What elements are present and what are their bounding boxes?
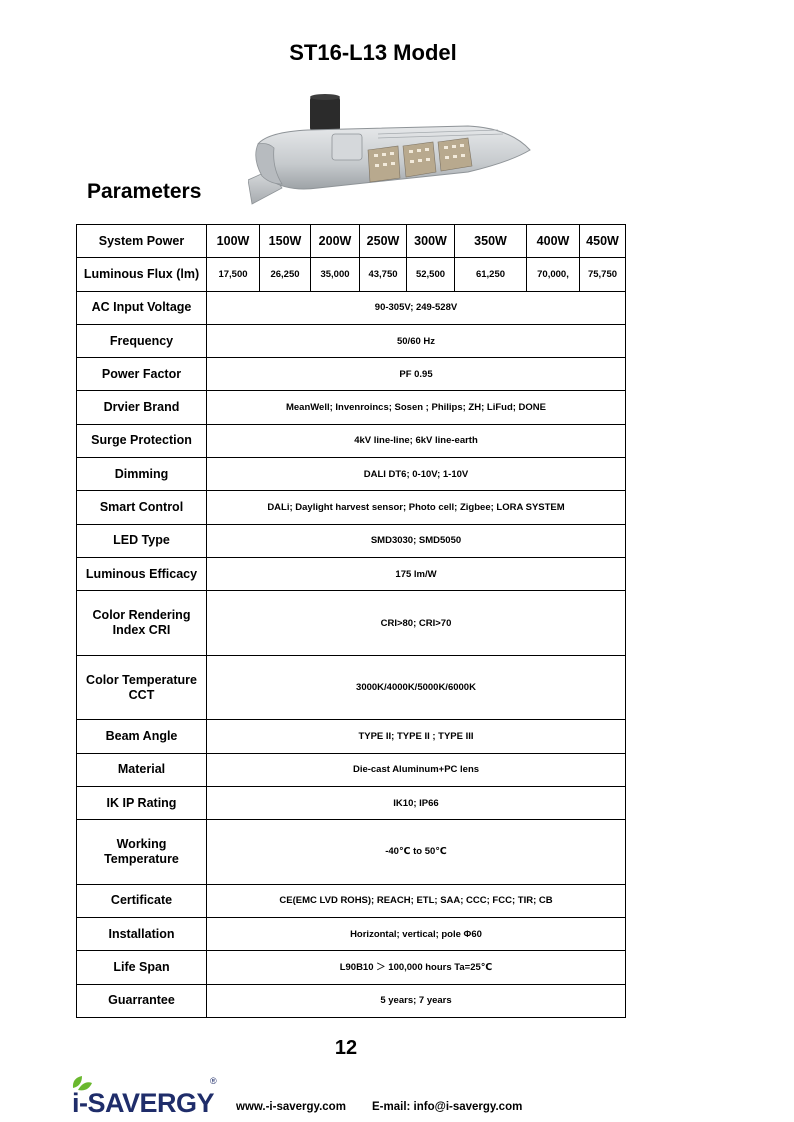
table-row <box>77 358 626 391</box>
table-row <box>77 753 626 786</box>
table-row <box>77 524 626 557</box>
table-row <box>77 458 626 491</box>
row-label: Working Temperature <box>77 820 207 885</box>
row-value: DALi; Daylight harvest sensor; Photo cell; Zigbee; LORA SYSTEM <box>207 491 626 524</box>
flux-cell: 17,500 <box>207 258 260 291</box>
power-cell: 100W <box>207 225 260 258</box>
power-cell: 350W <box>455 225 527 258</box>
flux-cell: 75,750 <box>580 258 626 291</box>
table-row <box>77 424 626 457</box>
brand-logo-text: i-SAVERGY <box>72 1088 215 1118</box>
row-value: PF 0.95 <box>207 358 626 391</box>
power-cell: 300W <box>407 225 455 258</box>
table-row <box>77 720 626 753</box>
flux-cell: 26,250 <box>260 258 311 291</box>
flux-cell: 35,000 <box>311 258 360 291</box>
row-label: Color Temperature CCT <box>77 655 207 720</box>
row-value: -40℃ to 50℃ <box>207 820 626 885</box>
table-row-power <box>77 225 626 258</box>
row-label: Installation <box>77 918 207 951</box>
row-label: Life Span <box>77 951 207 984</box>
table-row <box>77 291 626 324</box>
row-label: System Power <box>77 225 207 258</box>
power-cell: 200W <box>311 225 360 258</box>
row-value: 175 lm/W <box>207 557 626 590</box>
flux-cell: 43,750 <box>360 258 407 291</box>
table-row-flux <box>77 258 626 291</box>
row-label: Drvier Brand <box>77 391 207 424</box>
row-value: CRI>80; CRI>70 <box>207 591 626 656</box>
row-label: Certificate <box>77 884 207 917</box>
power-cell: 150W <box>260 225 311 258</box>
page-number: 12 <box>334 1037 358 1059</box>
row-label: Frequency <box>77 324 207 357</box>
table-row <box>77 591 626 656</box>
power-cell: 250W <box>360 225 407 258</box>
row-label: Surge Protection <box>77 424 207 457</box>
row-value: 90-305V; 249-528V <box>207 291 626 324</box>
row-label: Material <box>77 753 207 786</box>
table-row <box>77 884 626 917</box>
row-value: L90B10 ＞ 100,000 hours Ta=25℃ <box>207 951 626 984</box>
table-row <box>77 984 626 1017</box>
section-heading: Parameters <box>87 180 202 203</box>
spec-table <box>76 224 626 1018</box>
row-label: Beam Angle <box>77 720 207 753</box>
row-label: Color Rendering Index CRI <box>77 591 207 656</box>
table-row <box>77 491 626 524</box>
row-value: 50/60 Hz <box>207 324 626 357</box>
table-row <box>77 918 626 951</box>
website-link[interactable]: www.-i-savergy.com <box>236 1101 346 1113</box>
row-label: Luminous Flux (lm) <box>77 258 207 291</box>
row-value: MeanWell; Invenroincs; Sosen ; Philips; ZH; LiFud; DONE <box>207 391 626 424</box>
flux-cell: 61,250 <box>455 258 527 291</box>
row-value: TYPE II; TYPE II ; TYPE III <box>207 720 626 753</box>
row-value: 5 years; 7 years <box>207 984 626 1017</box>
row-label: Guarrantee <box>77 984 207 1017</box>
table-row <box>77 324 626 357</box>
table-row <box>77 391 626 424</box>
row-label: LED Type <box>77 524 207 557</box>
page-title: ST16-L13 Model <box>289 40 457 65</box>
row-label: Smart Control <box>77 491 207 524</box>
power-cell: 400W <box>527 225 580 258</box>
street-light-product-image <box>248 92 533 210</box>
table-row <box>77 557 626 590</box>
row-value: 4kV line-line; 6kV line-earth <box>207 424 626 457</box>
table-row <box>77 951 626 984</box>
row-label: IK IP Rating <box>77 786 207 819</box>
registered-mark: ® <box>210 1076 217 1086</box>
row-label: Dimming <box>77 458 207 491</box>
row-value: Die-cast Aluminum+PC lens <box>207 753 626 786</box>
flux-cell: 52,500 <box>407 258 455 291</box>
row-label: Luminous Efficacy <box>77 557 207 590</box>
power-cell: 450W <box>580 225 626 258</box>
row-label: Power Factor <box>77 358 207 391</box>
row-label: AC Input Voltage <box>77 291 207 324</box>
table-row <box>77 655 626 720</box>
email-link[interactable]: E-mail: info@i-savergy.com <box>372 1101 523 1113</box>
flux-cell: 70,000, <box>527 258 580 291</box>
row-value: SMD3030; SMD5050 <box>207 524 626 557</box>
row-value: DALI DT6; 0-10V; 1-10V <box>207 458 626 491</box>
table-row <box>77 786 626 819</box>
table-row <box>77 820 626 885</box>
row-value: Horizontal; vertical; pole Φ60 <box>207 918 626 951</box>
row-value: 3000K/4000K/5000K/6000K <box>207 655 626 720</box>
row-value: IK10; IP66 <box>207 786 626 819</box>
row-value: CE(EMC LVD ROHS); REACH; ETL; SAA; CCC; FCC; TIR; CB <box>207 884 626 917</box>
